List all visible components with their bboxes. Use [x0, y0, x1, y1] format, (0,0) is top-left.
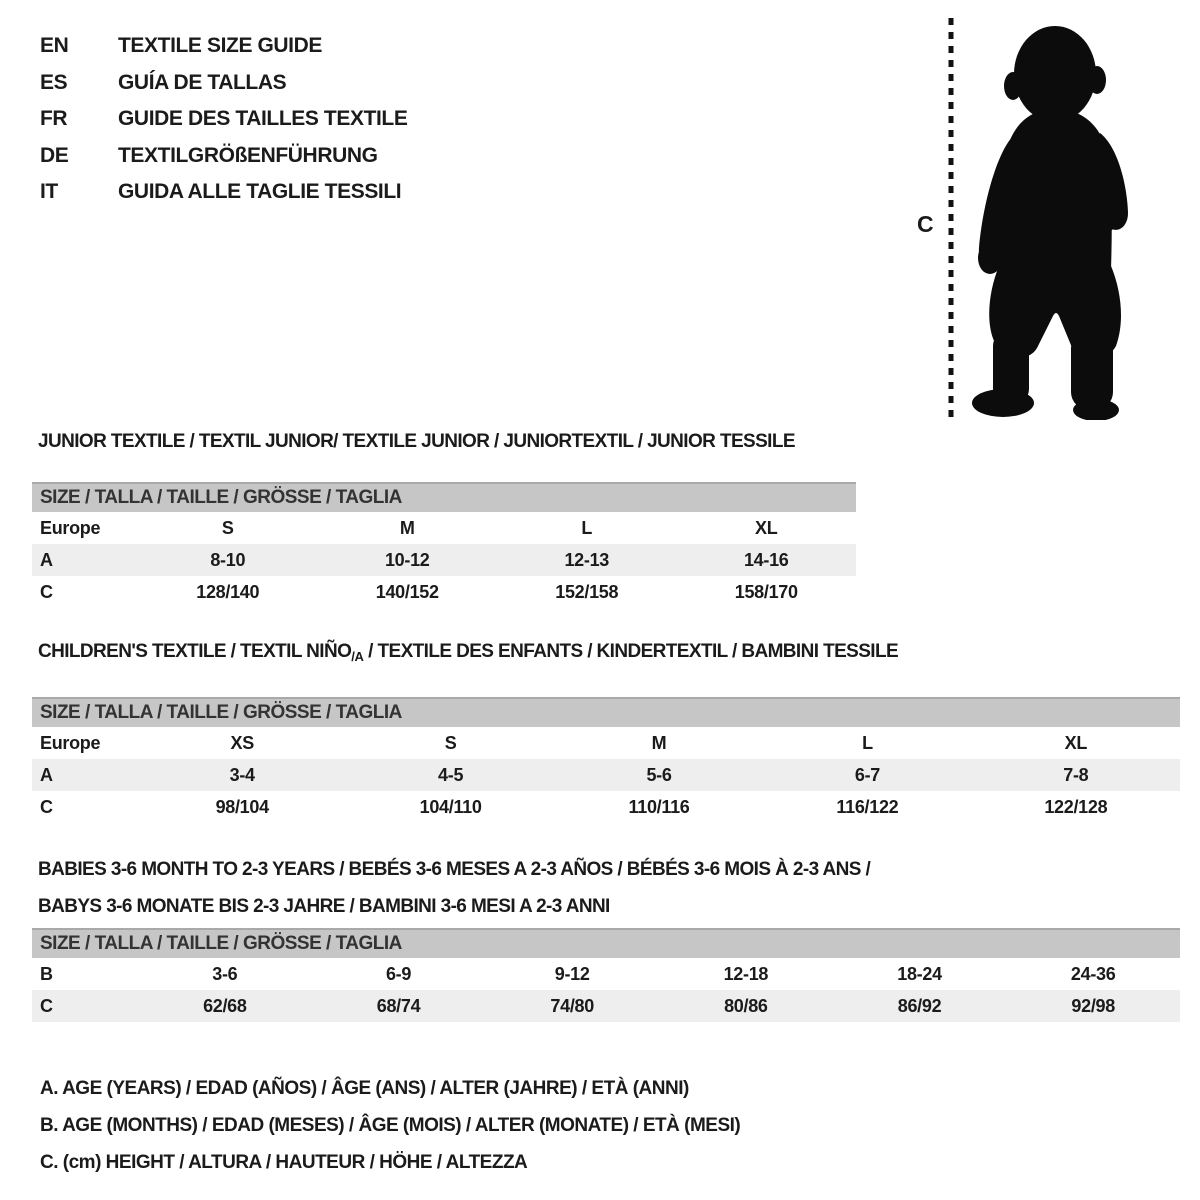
value-cell: 14-16: [743, 549, 789, 570]
legend-line-c: C. (cm) HEIGHT / ALTURA / HAUTEUR / HÖHE / ALTEZZA: [40, 1152, 528, 1173]
toddler-silhouette: [965, 18, 1143, 420]
value-cell: 62/68: [203, 995, 247, 1016]
children-textile-section: [32, 640, 1180, 823]
babies-table-title: [38, 851, 1180, 925]
title-subscript: /A: [351, 649, 364, 664]
value-cell: 6-9: [385, 963, 412, 984]
height-row-c: [32, 990, 1180, 1022]
value-cell: 74/80: [550, 995, 594, 1016]
row-label: A: [40, 549, 53, 570]
babies-size-table: [32, 928, 1180, 1022]
age-row-a: [32, 544, 856, 576]
lang-title: TEXTILGRÖßENFÜHRUNG: [118, 143, 378, 167]
value-cell: 3-6: [212, 963, 238, 984]
children-size-table: [32, 697, 1180, 823]
size-cell: M: [651, 732, 667, 753]
lang-code: DE: [40, 143, 69, 167]
value-cell: 3-4: [229, 764, 255, 785]
size-cell: M: [399, 517, 415, 538]
lang-row-de: [40, 138, 407, 175]
size-row-europe: [32, 512, 856, 544]
size-cell: S: [221, 517, 234, 538]
lang-title: GUÍA DE TALLAS: [118, 70, 287, 94]
value-cell: 9-12: [554, 963, 590, 984]
value-cell: 24-36: [1070, 963, 1116, 984]
value-cell: 158/170: [734, 581, 798, 602]
lang-row-es: [40, 65, 407, 102]
value-cell: 86/92: [897, 995, 942, 1016]
value-cell: 128/140: [196, 581, 260, 602]
title-text: CHILDREN'S TEXTILE / TEXTIL NIÑO: [38, 641, 352, 662]
size-cell: XL: [1064, 732, 1088, 753]
row-label: A: [40, 764, 53, 785]
lang-title: TEXTILE SIZE GUIDE: [118, 34, 322, 57]
value-cell: 4-5: [438, 764, 464, 785]
size-header-bar: SIZE / TALLA / TAILLE / GRÖSSE / TAGLIA: [32, 928, 1180, 958]
row-label: C: [40, 581, 53, 602]
junior-textile-section: [32, 430, 856, 608]
value-cell: 116/122: [836, 796, 899, 817]
dashed-height-line: [947, 18, 955, 418]
size-cell: L: [581, 517, 593, 538]
size-row-europe: [32, 727, 1180, 759]
height-row-c: [32, 791, 1180, 823]
legend-line-a: A. AGE (YEARS) / EDAD (AÑOS) / ÂGE (ANS) / ALTER (JAHRE) / ETÀ (ANNI): [40, 1078, 689, 1099]
value-cell: 140/152: [375, 581, 439, 602]
lang-title: GUIDA ALLE TAGLIE TESSILI: [118, 180, 402, 203]
value-cell: 110/116: [628, 796, 690, 817]
height-measure-label: C: [917, 211, 934, 237]
junior-table-title: JUNIOR TEXTILE / TEXTIL JUNIOR/ TEXTILE JUNIOR / JUNIORTEXTIL / JUNIOR TESSILE: [38, 431, 795, 452]
row-label: Europe: [40, 517, 101, 538]
lang-row-en: [40, 28, 407, 65]
value-cell: 92/98: [1071, 995, 1115, 1016]
babies-title-line1: BABIES 3-6 MONTH TO 2-3 YEARS / BEBÉS 3-6 MESES A 2-3 AÑOS / BÉBÉS 3-6 MOIS À 2-3 ANS /: [38, 859, 871, 880]
value-cell: 122/128: [1044, 796, 1108, 817]
value-cell: 10-12: [384, 549, 430, 570]
measurement-legend: [40, 1070, 740, 1181]
lang-code: EN: [40, 34, 69, 57]
size-cell: L: [862, 732, 873, 753]
value-cell: 104/110: [419, 796, 482, 817]
value-cell: 68/74: [376, 995, 421, 1016]
age-row-a: [32, 759, 1180, 791]
value-cell: 98/104: [215, 796, 269, 817]
language-title-list: [40, 28, 407, 211]
value-cell: 8-10: [210, 549, 246, 570]
height-row-c: [32, 576, 856, 608]
lang-row-fr: [40, 101, 407, 138]
size-cell: XS: [230, 732, 254, 753]
title-text: / TEXTILE DES ENFANTS / KINDERTEXTIL / BAMBINI TESSILE: [363, 641, 899, 662]
row-label: C: [40, 796, 53, 817]
value-cell: 18-24: [897, 963, 942, 984]
value-cell: 5-6: [646, 764, 672, 785]
lang-code: ES: [40, 70, 68, 94]
size-cell: S: [444, 732, 457, 753]
children-table-title: [38, 640, 1180, 669]
height-measure-figure: [905, 15, 1150, 427]
value-cell: 7-8: [1063, 764, 1089, 785]
lang-code: FR: [40, 107, 68, 130]
value-cell: 6-7: [854, 764, 880, 785]
babies-textile-section: [32, 851, 1180, 1022]
row-label: Europe: [40, 732, 101, 753]
lang-title: GUIDE DES TAILLES TEXTILE: [118, 107, 408, 130]
age-row-b: [32, 958, 1180, 990]
row-label: C: [40, 995, 53, 1016]
row-label: B: [40, 963, 53, 984]
legend-line-b: B. AGE (MONTHS) / EDAD (MESES) / ÂGE (MOIS) / ALTER (MONATE) / ETÀ (MESI): [40, 1115, 741, 1136]
size-cell: XL: [755, 517, 778, 538]
junior-size-table: [32, 482, 856, 608]
babies-title-line2: BABYS 3-6 MONATE BIS 2-3 JAHRE / BAMBINI 3-6 MESI A 2-3 ANNI: [38, 896, 610, 917]
lang-row-it: [40, 174, 407, 211]
size-header-bar: SIZE / TALLA / TAILLE / GRÖSSE / TAGLIA: [32, 697, 1180, 727]
value-cell: 80/86: [724, 995, 768, 1016]
size-header-bar: SIZE / TALLA / TAILLE / GRÖSSE / TAGLIA: [32, 482, 856, 512]
value-cell: 152/158: [555, 581, 619, 602]
value-cell: 12-18: [723, 963, 769, 984]
lang-code: IT: [40, 180, 58, 203]
value-cell: 12-13: [564, 549, 610, 570]
